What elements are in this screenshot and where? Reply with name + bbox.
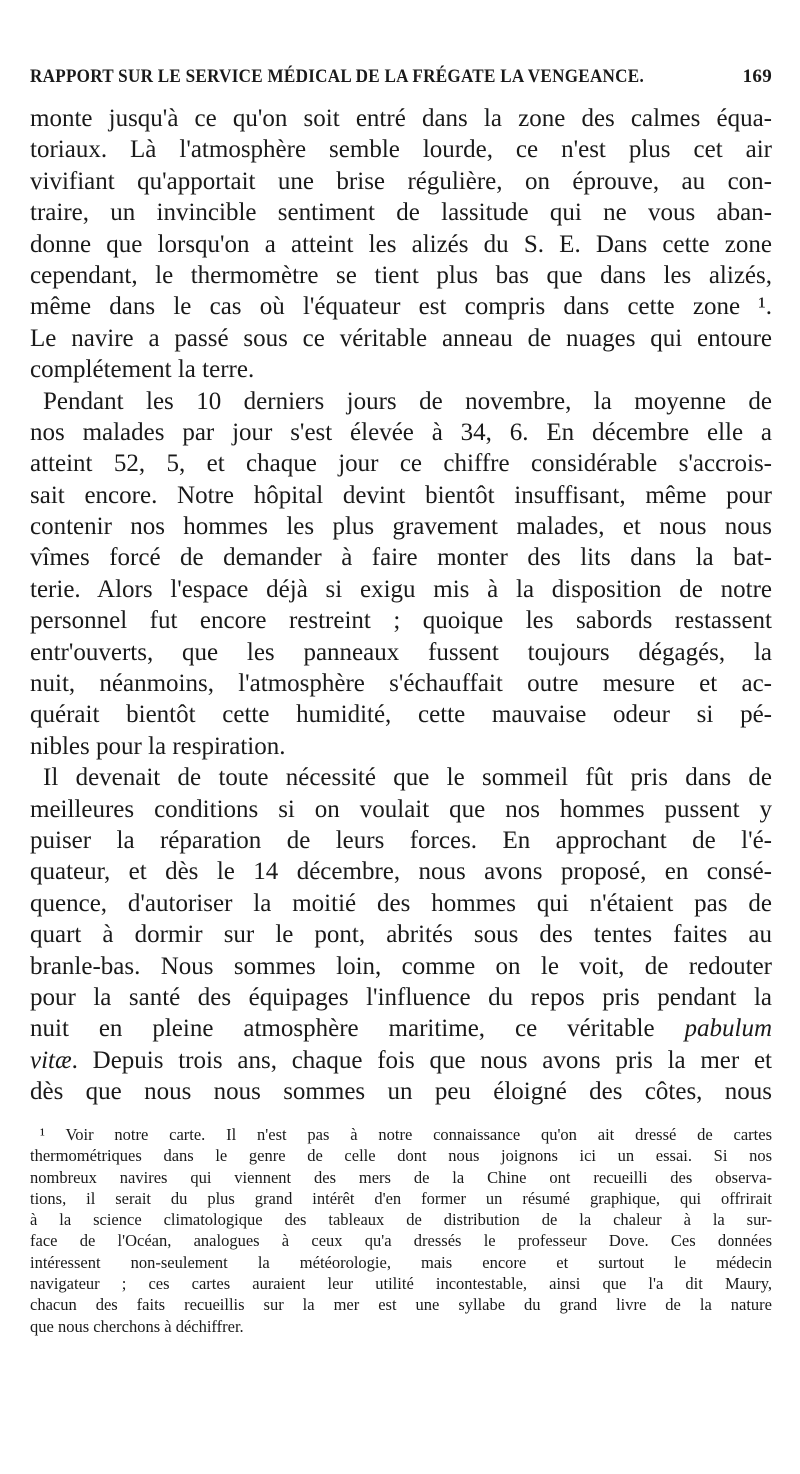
text-line: personnel fut encore restreint ; quoique les sabords restassent (30, 607, 772, 635)
text-line: toriaux. Là l'atmosphère semble lourde, ce n'est plus cet air (30, 136, 772, 164)
footnote (30, 1124, 772, 1337)
text-line: entr'ouverts, que les panneaux fussent toujours dégagés, la (30, 638, 772, 666)
text-line: puiser la réparation de leurs forces. En approchant de l'é- (30, 826, 772, 854)
text-line: quérait bientôt cette humidité, cette mauvaise odeur si pé- (30, 701, 772, 729)
running-header (30, 66, 772, 88)
text-line: sait encore. Notre hôpital devint bientôt insuffisant, même pour (30, 481, 772, 509)
text-line: vivifiant qu'apportait une brise régulière, on éprouve, au con- (30, 167, 772, 195)
text-line: nuit en pleine atmosphère maritime, ce véritable pabulum (30, 1015, 772, 1043)
text-line: même dans le cas où l'équateur est compris dans cette zone ¹. (30, 293, 772, 321)
text-line: quateur, et dès le 14 décembre, nous avons proposé, en consé- (30, 858, 772, 886)
running-title: RAPPORT SUR LE SERVICE MÉDICAL DE LA FRÉGATE LA VENGEANCE. (30, 66, 645, 87)
text-line: nuit, néanmoins, l'atmosphère s'échauffait outre mesure et ac- (30, 670, 772, 698)
text-line: pour la santé des équipages l'influence du repos pris pendant la (30, 983, 772, 1011)
footnote-line: intéressent non-seulement la météorologie, mais encore et surtout le médecin (30, 1252, 772, 1272)
text-line: vitæ. Depuis trois ans, chaque fois que nous avons pris la mer et (30, 1046, 772, 1074)
text-line: quence, d'autoriser la moitié des hommes qui n'étaient pas de (30, 889, 772, 917)
text-line: Il devenait de toute nécessité que le sommeil fût pris dans de (43, 764, 772, 792)
main-text (30, 103, 772, 1108)
footnote-line: thermométriques dans le genre de celle dont nous joignons ici un essai. Si nos (30, 1146, 772, 1166)
footnote-line: tions, il serait du plus grand intérêt d'en former un résumé graphique, qui offrirait (30, 1188, 772, 1208)
footnote-line: à la science climatologique des tableaux de distribution de la chaleur à la sur- (30, 1210, 772, 1230)
text-line: Pendant les 10 derniers jours de novembre, la moyenne de (43, 387, 772, 415)
page-number: 169 (742, 66, 772, 87)
text-line: cependant, le thermomètre se tient plus bas que dans les alizés, (30, 261, 772, 289)
text-line: traire, un invincible sentiment de lassitude qui ne vous aban- (30, 199, 772, 227)
text-line: terie. Alors l'espace déjà si exigu mis à la disposition de notre (30, 575, 772, 603)
text-line: branle-bas. Nous sommes loin, comme on le voit, de redouter (30, 952, 772, 980)
text-line: nos malades par jour s'est élevée à 34, 6. En décembre elle a (30, 418, 772, 446)
footnote-line: face de l'Océan, analogues à ceux qu'a dressés le professeur Dove. Ces données (30, 1231, 772, 1251)
text-line: quart à dormir sur le pont, abrités sous des tentes faites au (30, 921, 772, 949)
text-line: monte jusqu'à ce qu'on soit entré dans la zone des calmes équa- (30, 105, 772, 132)
text-line: dès que nous nous sommes un peu éloigné des côtes, nous (30, 1078, 772, 1106)
text-line: donne que lorsqu'on a atteint les alizés du S. E. Dans cette zone (30, 230, 772, 258)
text-line: meilleures conditions si on voulait que nos hommes pussent y (30, 795, 772, 823)
text-line: complétement la terre. (30, 356, 255, 384)
footnote-line: navigateur ; ces cartes auraient leur utilité incontestable, ainsi que l'a dit Maury, (30, 1274, 772, 1294)
footnote-line: ¹ Voir notre carte. Il n'est pas à notre connaissance qu'on ait dressé de cartes (40, 1125, 772, 1144)
text-line: atteint 52, 5, et chaque jour ce chiffre considérable s'accrois- (30, 450, 772, 478)
text-line: nibles pour la respiration. (30, 732, 286, 760)
text-line: Le navire a passé sous ce véritable anneau de nuages qui entoure (30, 324, 772, 352)
text-line: vîmes forcé de demander à faire monter des lits dans la bat- (30, 544, 772, 572)
text-line: contenir nos hommes les plus gravement malades, et nous nous (30, 513, 772, 541)
footnote-line: que nous cherchons à déchiffrer. (30, 1316, 244, 1336)
footnote-line: nombreux navires qui viennent des mers de la Chine ont recueilli des observa- (30, 1167, 772, 1187)
footnote-line: chacun des faits recueillis sur la mer est une syllabe du grand livre de la nature (30, 1295, 772, 1315)
